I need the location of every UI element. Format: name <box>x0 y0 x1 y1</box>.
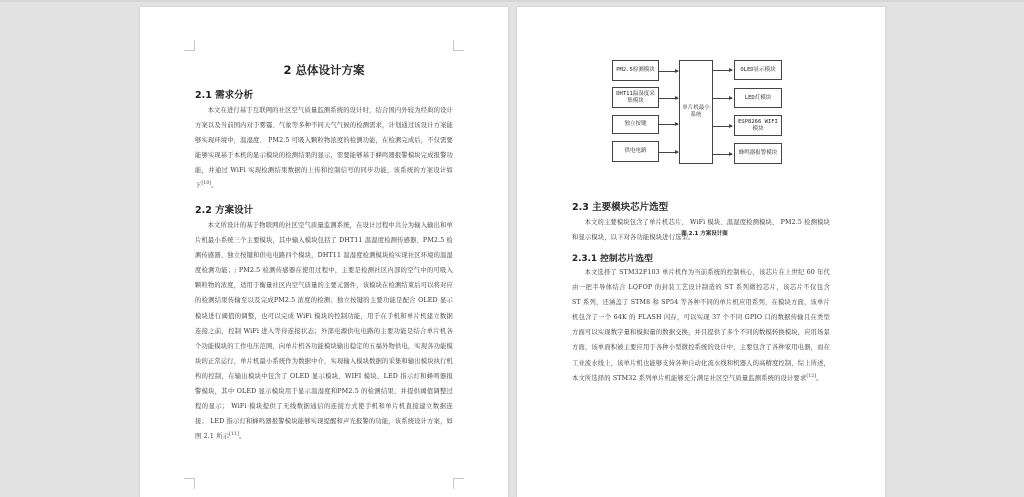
arrow-icon <box>659 124 678 125</box>
citation[interactable]: [11] <box>229 432 239 438</box>
citation[interactable]: [12] <box>806 373 817 379</box>
arrow-icon <box>713 98 732 99</box>
margin-mark-bottom-right <box>453 478 464 489</box>
window-top-border <box>0 0 1024 2</box>
arrow-icon <box>659 71 678 72</box>
chapter-title: 2 总体设计方案 <box>283 63 365 77</box>
paragraph-2-2 <box>195 218 453 444</box>
arrow-icon <box>659 98 678 99</box>
section-heading-2-3-1: 2.3.1 控制芯片选型 <box>572 254 653 264</box>
paragraph-end: 。 <box>211 182 218 190</box>
arrow-icon <box>713 126 732 127</box>
diagram-input-button: 独立按键 <box>612 115 659 134</box>
margin-mark-top-right <box>453 40 464 51</box>
arrow-icon <box>713 70 732 71</box>
paragraph-2-3: 本文的主要模块包含了单片机芯片、 WiFi 模块、温湿度检测模块、 PM2.5 检测模块和显示模块，以下对各功能模块进行选型。 <box>572 219 830 242</box>
citation[interactable]: [10] <box>201 181 212 187</box>
diagram-output-led: LED灯模块 <box>734 88 782 108</box>
section-heading-2-1: 2.1 需求分析 <box>195 90 254 101</box>
section-heading-2-3: 2.3 主要模块芯片选型 <box>572 202 669 213</box>
arrow-icon <box>713 154 732 155</box>
diagram-input-dht11: DHT11温湿度采集模块 <box>612 87 659 108</box>
paragraph-2-3-1 <box>572 265 830 386</box>
paragraph-text: 本文选择了 STM32F103 单片机作为当前系统的控制核心，该芯片在上世纪 60 年代由一把半导体结合 LQFOP 的封装工艺设计制造的 ST 系列微控芯片，该芯片不仅包含 ST 系列，还涵盖了 STM8 和 SP54 等各种不同的单片机应用系列，在模块方面，该单片机包含了一个 64K 的 FLASH 闪存，可以实现 37 个不同 GPIO 口的数据传输且在类型方面可以实现数字量和模拟量的数据交换，并且提供了多个不同的数模转换模块，应用场景方面，该单面积被主要应用于各种小型微控系统的设计中，主要包含了各种家用电器，而在工业流水线上，该单片机也能够支持各种自动化流水线和机器人的高精度控制，综上所述，本文所选择的 STM32 系列单片机能够充分满足社区空气质量监测系统的设计要求 <box>572 269 830 382</box>
diagram-output-buzzer: 蜂鸣器报警模块 <box>734 143 782 164</box>
arrow-icon <box>659 152 678 153</box>
diagram-input-pm25: PM2.5检测模块 <box>612 60 659 81</box>
section-heading-2-2: 2.2 方案设计 <box>195 205 254 216</box>
paragraph-text: 本文在进行基于互联网的社区空气质量监测系统的设计时，结合国内外较为经典的设计方案以及当前国内对于雾霾、气象等多种不同天气气候的检测需求，计划通过该设计方案能够实现环境中，温湿度、 PM2.5 可吸入颗粒物浓度的检测功能，在检测完成后，不仅需要能够实现基于本机的显示模块的检测结果的显示，需要能够基于蜂鸣器报警模块完成报警功能，并通过 WiFi 实现检测结果数据的上传和控制信号的同步功能，该系统的方案设计如下 <box>195 107 453 190</box>
paragraph-2-1 <box>195 103 453 194</box>
diagram-output-oled: OLED显示模块 <box>734 60 782 80</box>
diagram-input-power: 供电电路 <box>612 141 659 162</box>
diagram-mcu-core: 单片机最小系统 <box>679 60 713 164</box>
margin-mark-top-left <box>184 40 195 51</box>
document-page-2 <box>517 7 885 497</box>
paragraph-end: 。 <box>238 433 246 441</box>
margin-mark-bottom-left <box>184 478 195 489</box>
paragraph-end: 。 <box>816 374 823 382</box>
figure-caption: 图 2.1 方案设计图 <box>681 231 728 237</box>
paragraph-text: 本文所设计的基于物联网的社区空气质量监测系统，在设计过程中共分为输入输出和单片机最小系统三个主要模块，其中输入模块包括了 DHT11 温湿度检测传感器、PM2.5 检测传感器、独立按键和供电电路四个模块，DHT11 温湿度检测模块检实现社区环境的温湿度检测功能；; PM2.5 检测传感器在使用过程中，主要是检测社区内部的空气中的可吸入颗粒物的浓度，适用于衡量社区内空气质量的主要元器件，该模块在检测结束后可以将对应的检测结果传输至以及完成PM2.5 浓度的检测；独立按键的主要功能是配合 OLED 显示模块进行阈值的调整，也可以完成 WiFi 模块的控制功能，用于在手机和单片机建立数据连接之前，控制 WiFi 进入等待连接状态；外部电源供电电路的主要功能是结合单片机各个功能模块的工作电压范围，向单片机各功能模块输出稳定的五福外物供电，实现各功能模块的正常运行，单片机最小系统作为数据中介，实现输入模块数据的采集和输出模块执行机构的控制，在输出模块中包含了 OLED 显示模块、WIFI 模块、LED 指示灯和蜂鸣器报警模块，其中 OLED 显示模块用于显示温湿度和PM2.5 的检测结果，并提供阈值调整过程的显示； WiFi 模块提供了无线数据通信的连接方式使手机和单片机直接建立数据连接； LED 指示灯和蜂鸣器报警模块能够实现提醒和声光报警的功能，该系统设计方案，如图 2.1 所示 <box>195 222 453 441</box>
document-page-1 <box>140 7 508 497</box>
diagram-output-wifi: ESP8266 WIFI模块 <box>734 115 782 136</box>
